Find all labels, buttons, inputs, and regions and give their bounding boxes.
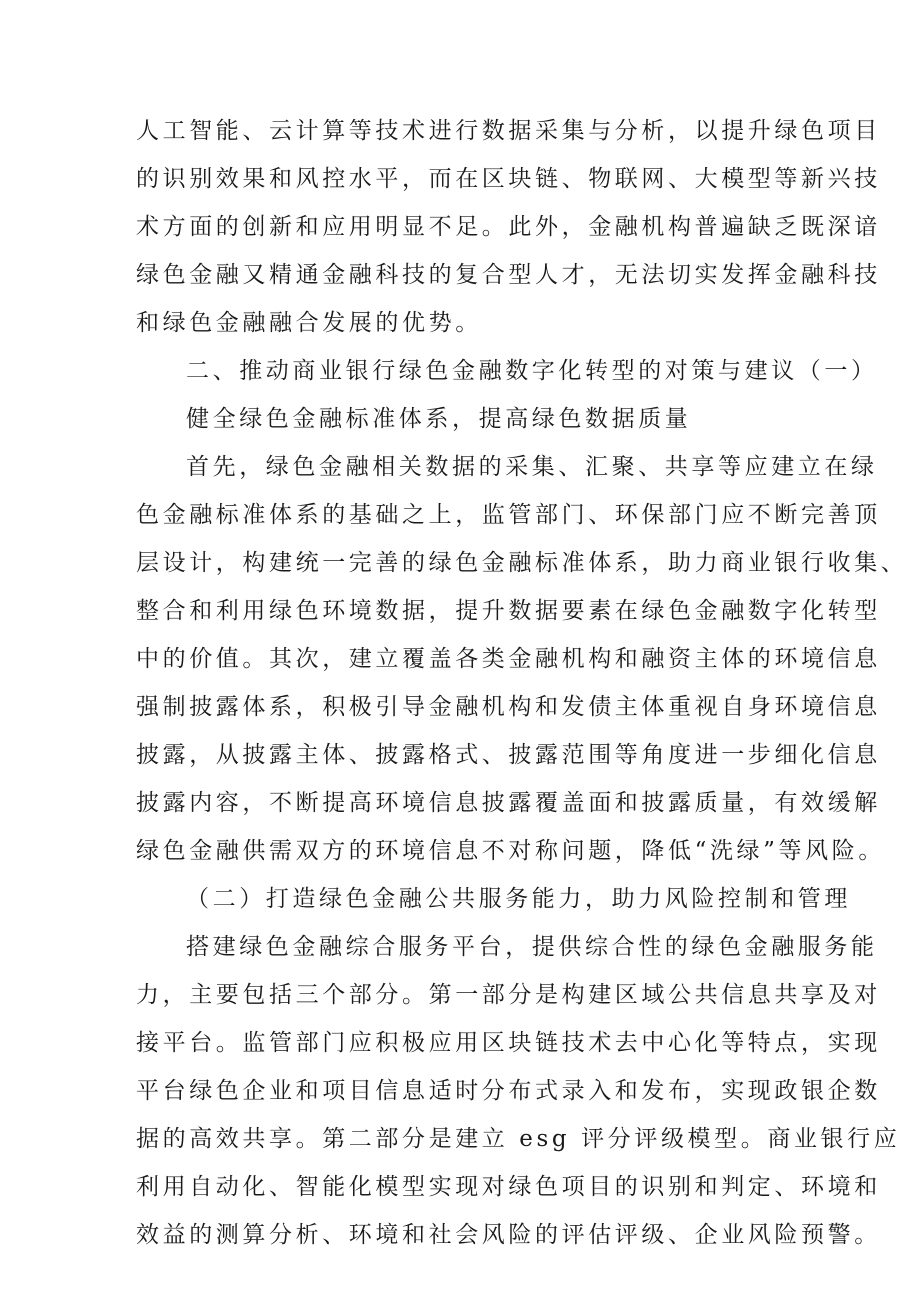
paragraph-line: 绿色金融供需双方的环境信息不对称问题，降低“洗绿”等风险。 (136, 838, 885, 864)
paragraph-line: 人工智能、云计算等技术进行数据采集与分析，以提升绿色项目 (136, 118, 881, 144)
paragraph-line: 效益的测算分析、环境和社会风险的评估评级、企业风险预警。 (136, 1222, 881, 1248)
paragraph-line: 中的价值。其次，建立覆盖各类金融机构和融资主体的环境信息 (136, 646, 881, 672)
paragraph-line: 首先，绿色金融相关数据的采集、汇聚、共享等应建立在绿 (186, 454, 878, 480)
paragraph-line: 平台绿色企业和项目信息适时分布式录入和发布，实现政银企数 (136, 1078, 881, 1104)
paragraph-line: 层设计，构建统一完善的绿色金融标准体系，助力商业银行收集、 (136, 550, 908, 576)
subsection-heading: 健全绿色金融标准体系，提高绿色数据质量 (186, 406, 692, 432)
paragraph-line: 力，主要包括三个部分。第一部分是构建区域公共信息共享及对 (136, 982, 881, 1008)
paragraph-line: 披露，从披露主体、披露格式、披露范围等角度进一步细化信息 (136, 742, 881, 768)
paragraph-line: 整合和利用绿色环境数据，提升数据要素在绿色金融数字化转型 (136, 598, 881, 624)
section-heading: 二、推动商业银行绿色金融数字化转型的对策与建议（一） (186, 358, 878, 384)
paragraph-line: 利用自动化、智能化模型实现对绿色项目的识别和判定、环境和 (136, 1174, 881, 1200)
paragraph-line: 和绿色金融融合发展的优势。 (136, 310, 482, 336)
paragraph-line: 披露内容，不断提高环境信息披露覆盖面和披露质量，有效缓解 (136, 790, 881, 816)
subsection-heading: （二）打造绿色金融公共服务能力，助力风险控制和管理 (186, 886, 851, 912)
paragraph-line: 术方面的创新和应用明显不足。此外，金融机构普遍缺乏既深谙 (136, 214, 881, 240)
paragraph-line: 搭建绿色金融综合服务平台，提供综合性的绿色金融服务能 (186, 934, 878, 960)
paragraph-line: 接平台。监管部门应积极应用区块链技术去中心化等特点，实现 (136, 1030, 881, 1056)
paragraph-line: 绿色金融又精通金融科技的复合型人才，无法切实发挥金融科技 (136, 262, 881, 288)
paragraph-line: 强制披露体系，积极引导金融机构和发债主体重视自身环境信息 (136, 694, 881, 720)
paragraph-line: 的识别效果和风控水平，而在区块链、物联网、大模型等新兴技 (136, 166, 881, 192)
paragraph-line: 据的高效共享。第二部分是建立 esg 评分评级模型。商业银行应 (136, 1126, 901, 1152)
paragraph-line: 色金融标准体系的基础之上，监管部门、环保部门应不断完善顶 (136, 502, 881, 528)
